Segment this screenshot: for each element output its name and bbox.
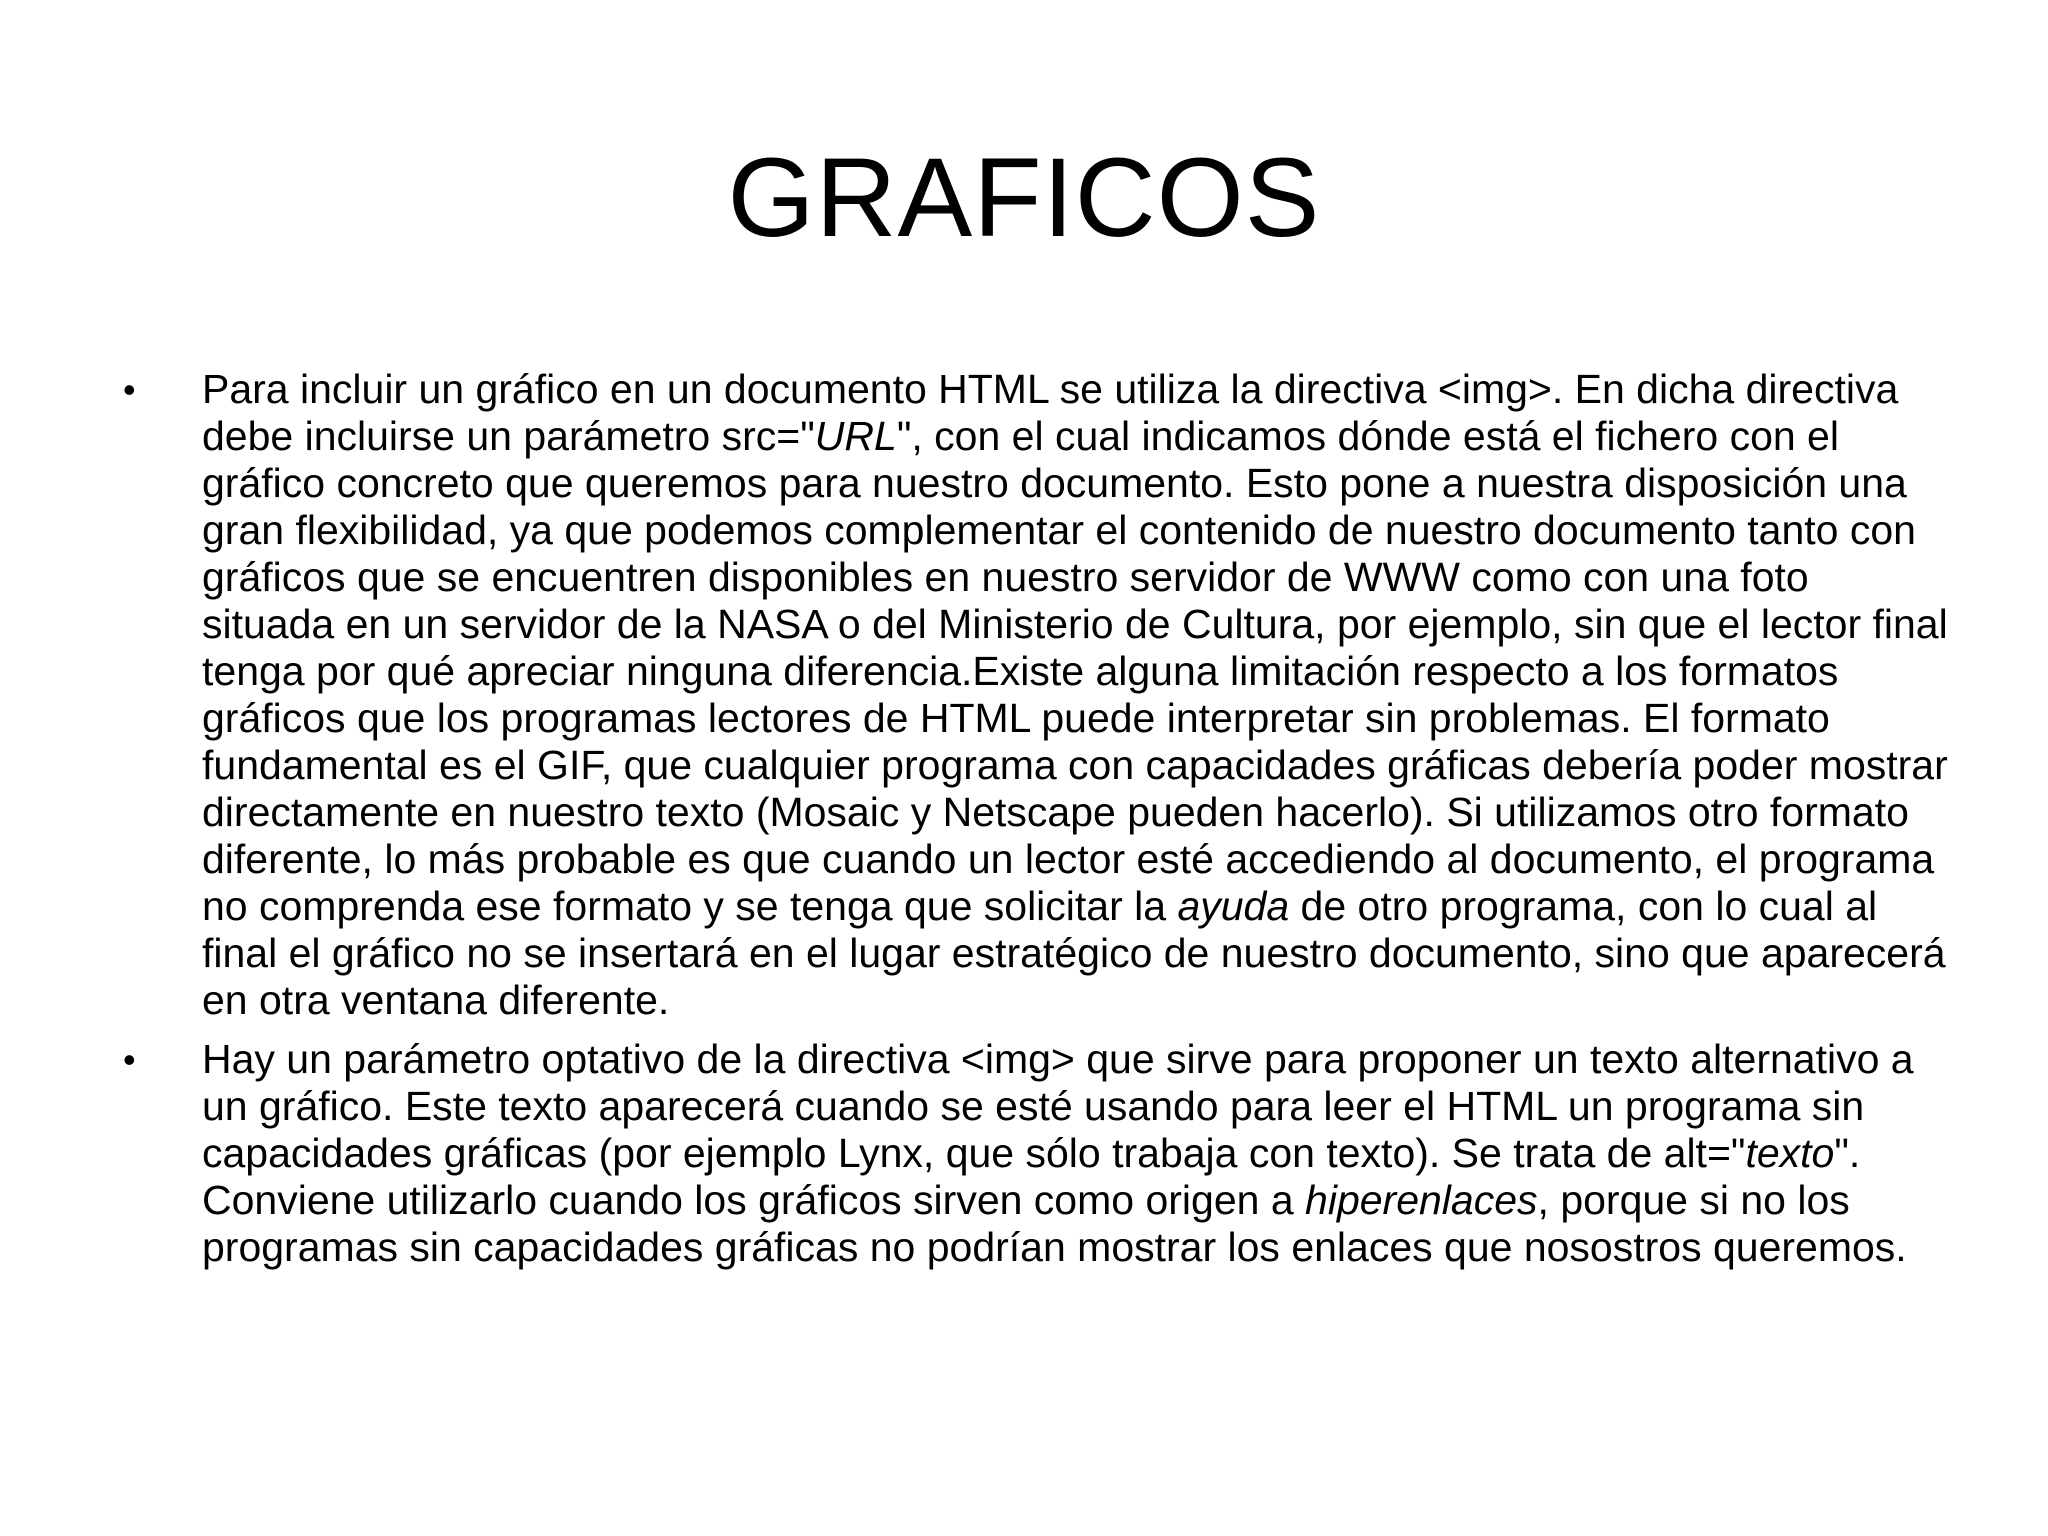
text-segment-italic: texto	[1745, 1130, 1835, 1176]
text-segment: ". Conviene utilizarlo cuando los gráficos sirven como origen a	[202, 1130, 1861, 1223]
bullet-list	[118, 366, 1948, 1283]
text-segment: ", con el cual indicamos dónde está el fichero con el gráfico concreto que queremos para nuestro documento. Esto pone a nuestra disposición una gran flexibilidad, ya que podemos complementar el contenido de nuestro documento tanto con gráficos que se encuentren disponibles en nuestro servidor de WWW como con una foto situada en un servidor de la NASA o del Ministerio de Cultura, por ejemplo, sin que el lector final tenga por qué apreciar ninguna diferencia.Existe alguna limitación respecto a los formatos gráficos que los programas lectores de HTML puede interpretar sin problemas. El formato fundamental es el GIF, que cualquier programa con capacidades gráficas debería poder mostrar directamente en nuestro texto (Mosaic y Netscape pueden hacerlo). Si utilizamos otro formato diferente, lo más probable es que cuando un lector esté accediendo al documento, el programa no comprenda ese formato y se tenga que solicitar la	[202, 413, 1948, 929]
text-segment-italic: hiperenlaces	[1305, 1177, 1538, 1223]
text-segment: Hay un parámetro optativo de la directiva <img> que sirve para proponer un texto alternativo a un gráfico. Este texto aparecerá cuando se esté usando para leer el HTML un programa sin capacidades gráficas (por ejemplo Lynx, que sólo trabaja con texto). Se trata de alt="	[202, 1036, 1914, 1176]
text-segment: Para incluir un gráfico en un documento HTML se utiliza la directiva <img>. En dicha directiva debe incluirse un parámetro src="	[202, 366, 1899, 459]
bullet-item-1	[118, 366, 1948, 1024]
text-segment: , porque si no los programas sin capacidades gráficas no podrían mostrar los enlaces que nosostros queremos.	[202, 1177, 1907, 1270]
text-segment-italic: URL	[814, 413, 897, 459]
text-segment: de otro programa, con lo cual al final el gráfico no se insertará en el lugar estratégico de nuestro documento, sino que aparecerá en otra ventana diferente.	[202, 883, 1946, 1023]
bullet-text-1	[202, 366, 1948, 1024]
text-segment-italic: ayuda	[1177, 883, 1290, 929]
bullet-text-2	[202, 1036, 1948, 1271]
bullet-item-2	[118, 1036, 1948, 1271]
bullet-dot: •	[123, 369, 136, 410]
slide-title: GRAFICOS	[727, 135, 1321, 260]
bullet-dot: •	[123, 1039, 136, 1080]
